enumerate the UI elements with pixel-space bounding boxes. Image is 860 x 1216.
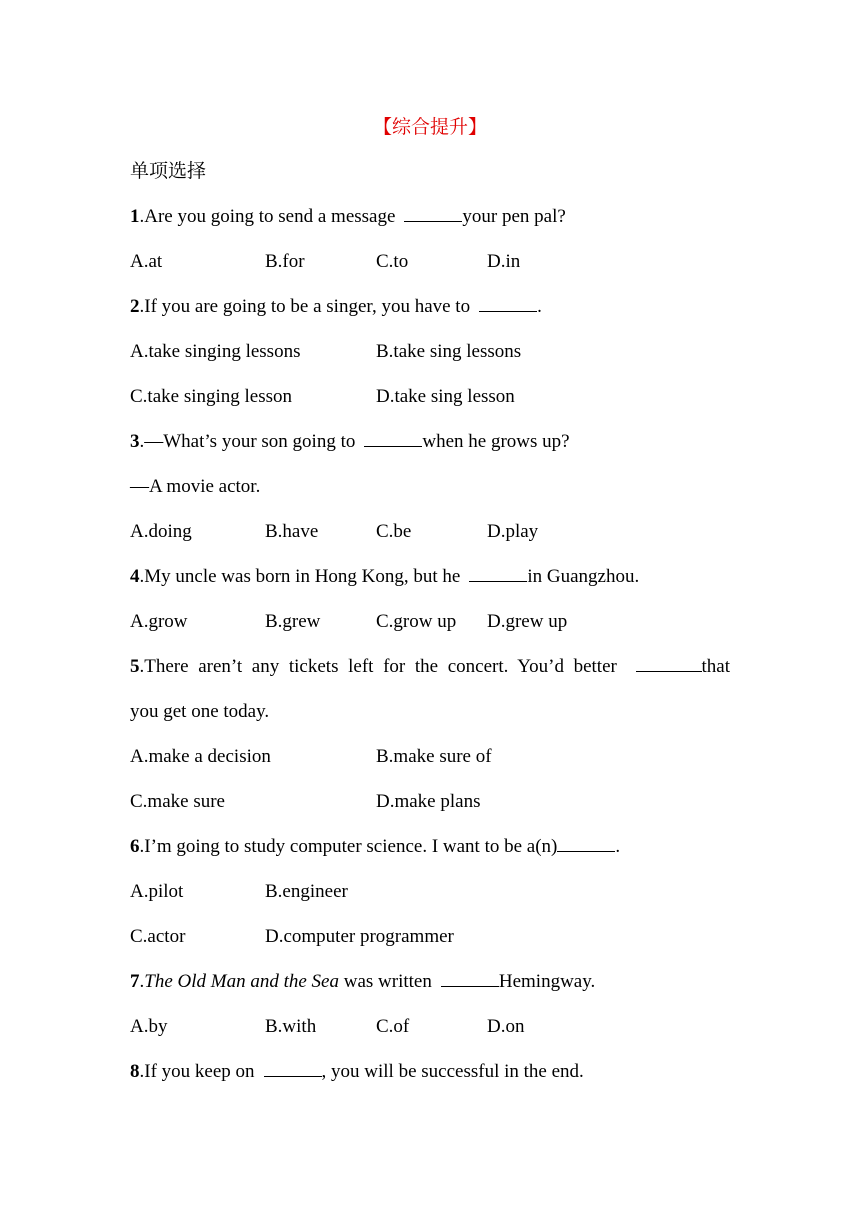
question-text: .Are you going to send a message <box>139 206 396 227</box>
question-1-options <box>130 248 730 276</box>
question-6-options-row-2 <box>130 923 730 951</box>
question-number: 4 <box>130 566 140 587</box>
option-b[interactable]: B.engineer <box>265 881 348 902</box>
question-5-options-row-2 <box>130 788 730 816</box>
question-text: .My uncle was born in Hong Kong, but he <box>139 566 461 587</box>
option-c[interactable]: C.be <box>376 521 412 542</box>
option-b[interactable]: B.with <box>265 1016 317 1037</box>
answer-blank[interactable] <box>557 833 615 852</box>
section-heading: 【综合提升】 <box>372 116 487 138</box>
question-number: 3 <box>130 431 140 452</box>
question-8 <box>130 1058 730 1086</box>
option-d[interactable]: D.play <box>487 521 539 542</box>
question-4 <box>130 563 730 591</box>
question-text-after: your pen pal? <box>462 206 566 227</box>
option-a[interactable]: A.by <box>130 1016 168 1037</box>
question-text-after: . <box>615 836 621 857</box>
question-5 <box>130 653 730 681</box>
question-number: 8 <box>130 1061 140 1082</box>
question-text: .—What’s your son going to <box>139 431 356 452</box>
question-number: 5 <box>130 656 140 677</box>
question-2 <box>130 293 730 321</box>
question-text: .There aren’t any tickets left for the concert. You’d better <box>139 656 617 677</box>
question-3-options <box>130 518 730 546</box>
question-2-options-row-2 <box>130 383 730 411</box>
option-a[interactable]: A.at <box>130 251 163 272</box>
book-title: The Old Man and the Sea <box>144 971 339 992</box>
option-c[interactable]: C.take singing lesson <box>130 386 293 407</box>
option-a[interactable]: A.make a decision <box>130 746 271 767</box>
question-6 <box>130 833 730 861</box>
option-c[interactable]: C.to <box>376 251 409 272</box>
answer-blank[interactable] <box>636 653 702 672</box>
question-text-after: Hemingway. <box>498 971 596 992</box>
question-5-options-row-1 <box>130 743 730 771</box>
question-text: .I’m going to study computer science. I want to be a(n) <box>139 836 558 857</box>
option-d[interactable]: D.in <box>487 251 521 272</box>
option-a[interactable]: A.doing <box>130 521 192 542</box>
question-3 <box>130 428 730 456</box>
question-text-after: in Guangzhou. <box>527 566 640 587</box>
answer-blank[interactable] <box>469 563 527 582</box>
option-b[interactable]: B.grew <box>265 611 321 632</box>
option-a[interactable]: A.take singing lessons <box>130 341 301 362</box>
question-4-options <box>130 608 730 636</box>
question-number: 1 <box>130 206 140 227</box>
question-number: 7 <box>130 971 140 992</box>
question-text-after: that <box>701 656 731 677</box>
answer-blank[interactable] <box>264 1058 322 1077</box>
option-a[interactable]: A.grow <box>130 611 188 632</box>
answer-blank[interactable] <box>441 968 499 987</box>
question-prefix: . <box>139 971 145 992</box>
option-c[interactable]: C.grow up <box>376 611 457 632</box>
question-2-options-row-1 <box>130 338 730 366</box>
section-title: 单项选择 <box>130 160 207 182</box>
option-c[interactable]: C.of <box>376 1016 410 1037</box>
option-c[interactable]: C.actor <box>130 926 186 947</box>
question-1 <box>130 203 730 231</box>
question-number: 2 <box>130 296 140 317</box>
question-7 <box>130 968 730 996</box>
option-b[interactable]: B.for <box>265 251 305 272</box>
question-text: .If you keep on <box>139 1061 255 1082</box>
option-d[interactable]: D.grew up <box>487 611 568 632</box>
option-a[interactable]: A.pilot <box>130 881 184 902</box>
question-text-after: . <box>537 296 542 317</box>
answer-blank[interactable] <box>479 293 537 312</box>
question-text-after: when he grows up? <box>422 431 570 452</box>
question-text: was written <box>338 971 432 992</box>
answer-blank[interactable] <box>404 203 462 222</box>
option-b[interactable]: B.make sure of <box>376 746 492 767</box>
question-7-options <box>130 1013 730 1041</box>
option-d[interactable]: D.computer programmer <box>265 926 454 947</box>
question-5-continuation: you get one today. <box>130 701 270 722</box>
question-text-after: , you will be successful in the end. <box>321 1061 584 1082</box>
question-text: .If you are going to be a singer, you have to <box>139 296 471 317</box>
option-d[interactable]: D.take sing lesson <box>376 386 515 407</box>
option-d[interactable]: D.on <box>487 1016 525 1037</box>
question-number: 6 <box>130 836 140 857</box>
question-6-options-row-1 <box>130 878 730 906</box>
option-b[interactable]: B.have <box>265 521 319 542</box>
option-d[interactable]: D.make plans <box>376 791 481 812</box>
question-3-dialogue-answer: —A movie actor. <box>130 476 261 497</box>
option-c[interactable]: C.make sure <box>130 791 225 812</box>
option-b[interactable]: B.take sing lessons <box>376 341 522 362</box>
answer-blank[interactable] <box>364 428 422 447</box>
